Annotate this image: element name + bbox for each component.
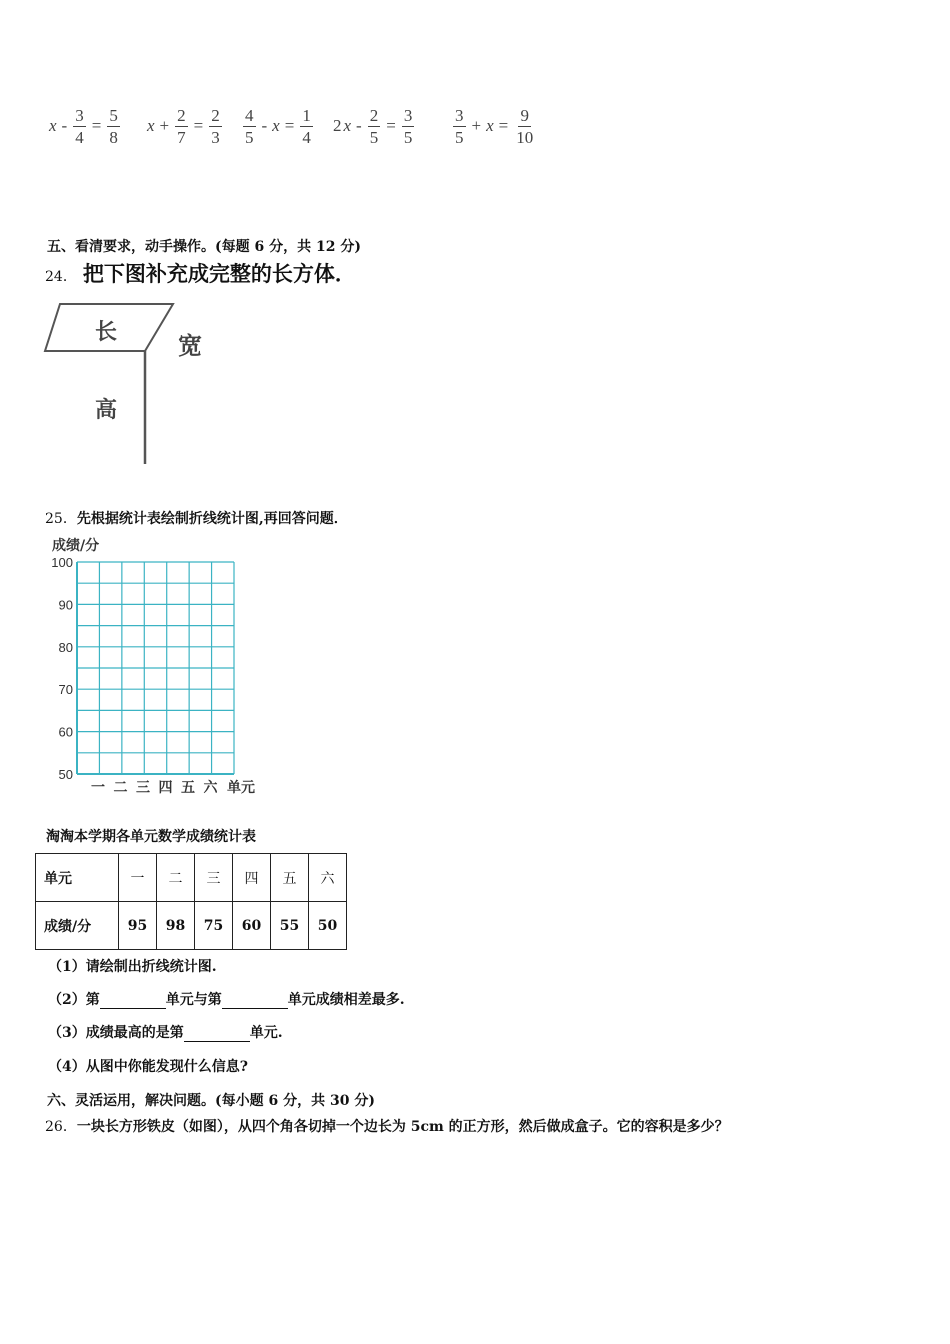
variable: x [486,116,494,135]
numerator: 2 [177,105,186,125]
denominator: 8 [109,127,118,147]
sub-question-1: （1）请绘制出折线统计图. [48,959,217,975]
equation-2 [145,100,225,152]
denominator: 4 [75,127,84,147]
denominator: 5 [369,127,379,147]
fraction [514,107,535,146]
numerator: 1 [302,105,311,125]
fraction [73,107,86,146]
variable: x [147,116,155,135]
denominator: 5 [245,127,254,147]
question-25 [45,508,348,528]
x-axis-label: 单元 [227,780,255,796]
sub-question-4: （4）从图中你能发现什么信息? [48,1059,248,1075]
operator: = [193,116,204,135]
equation-4 [333,100,417,152]
answer-blank[interactable] [100,994,166,1009]
score-cell: 50 [309,902,347,950]
answer-blank[interactable] [222,994,288,1009]
table-row-units [36,854,347,902]
section-6-title: 六、灵活运用，解决问题。(每小题 6 分，共 30 分) [47,1093,375,1109]
denominator: 7 [177,127,186,147]
x-tick-label: 二 [113,780,128,796]
sub-question-2-part-a: （2）第 [48,992,100,1008]
sub-question-3 [48,1022,283,1042]
y-axis-label: 成绩/分 [52,538,100,554]
operator: = [498,116,509,135]
equation-1 [47,100,123,152]
width-label: 宽 [178,332,202,360]
fraction [368,107,381,146]
score-cell: 60 [233,902,271,950]
variable: x [343,116,352,135]
line-chart-grid [40,535,280,800]
fraction [453,107,466,146]
equation-3 [240,100,316,152]
x-tick-label: 三 [136,780,150,796]
denominator: 5 [403,127,413,147]
fraction [175,107,188,146]
numerator: 5 [109,105,118,125]
question-25-text: 先根据统计表绘制折线统计图,再回答问题． [76,511,348,527]
question-24 [45,258,356,288]
denominator: 4 [302,127,311,147]
unit-cell: 一 [119,854,157,902]
operator: = [386,116,396,135]
operator: + [159,116,170,135]
operator: + [471,116,482,135]
fraction [107,107,120,146]
x-tick-label: 五 [181,780,195,796]
numerator: 3 [75,105,84,125]
x-tick-label: 四 [158,780,173,796]
denominator: 3 [211,127,220,147]
unit-cell: 四 [233,854,271,902]
numerator: 3 [455,105,464,125]
unit-cell: 三 [195,854,233,902]
sub-question-2-part-c: 单元成绩相差最多. [287,992,405,1008]
question-25-number: 25． [45,511,77,527]
score-cell: 95 [119,902,157,950]
score-table [35,853,347,950]
denominator: 5 [455,127,464,147]
sub-question-2 [48,989,405,1009]
numerator: 9 [520,105,529,125]
variable: x [272,116,280,135]
numerator: 2 [211,105,220,125]
sub-question-2-part-b: 单元与第 [165,992,222,1008]
sub-question-3-part-a: （3）成绩最高的是第 [48,1025,184,1041]
score-cell: 98 [157,902,195,950]
x-tick-label: 六 [203,780,218,796]
table-header-unit: 单元 [36,854,119,902]
operator: - [356,116,362,135]
section-5-title: 五、看清要求，动手操作。(每题 6 分，共 12 分) [47,239,361,255]
numerator: 2 [369,105,379,125]
fraction [209,107,222,146]
operator: = [284,116,295,135]
variable: x [49,116,57,135]
cuboid-figure [40,296,280,471]
y-tick-label: 60 [58,724,73,740]
score-cell: 55 [271,902,309,950]
fraction [243,107,256,146]
operator: - [261,116,268,135]
sub-question-3-part-b: 单元. [249,1025,283,1041]
y-tick-label: 50 [58,767,73,782]
denominator: 10 [516,127,534,147]
table-title: 淘淘本学期各单元数学成绩统计表 [46,829,256,845]
fraction [402,107,415,146]
question-24-number: 24． [45,269,77,285]
question-26 [45,1116,729,1136]
question-26-number: 26． [45,1119,77,1135]
y-tick-label: 90 [58,597,73,613]
fraction [300,107,313,146]
question-24-text: 把下图补充成完整的长方体． [82,261,356,286]
unit-cell: 六 [309,854,347,902]
y-tick-label: 100 [51,555,73,570]
numerator: 4 [245,105,254,125]
operator: = [91,116,102,135]
y-tick-label: 70 [58,682,73,698]
unit-cell: 五 [271,854,309,902]
length-label: 长 [95,320,118,345]
operator: - [61,116,68,135]
equation-5 [450,100,538,152]
answer-blank[interactable] [184,1027,250,1042]
score-cell: 75 [195,902,233,950]
x-tick-label: 一 [91,780,105,796]
y-tick-label: 80 [58,639,73,655]
height-label: 高 [95,398,118,423]
question-26-text: 一块长方形铁皮（如图），从四个角各切掉一个边长为 5cm 的正方形，然后做成盒子。它的容积是多少？ [76,1119,729,1135]
coefficient: 2 [333,116,342,135]
table-header-score: 成绩/分 [36,902,119,950]
table-row-scores [36,902,347,950]
unit-cell: 二 [157,854,195,902]
numerator: 3 [403,105,413,125]
